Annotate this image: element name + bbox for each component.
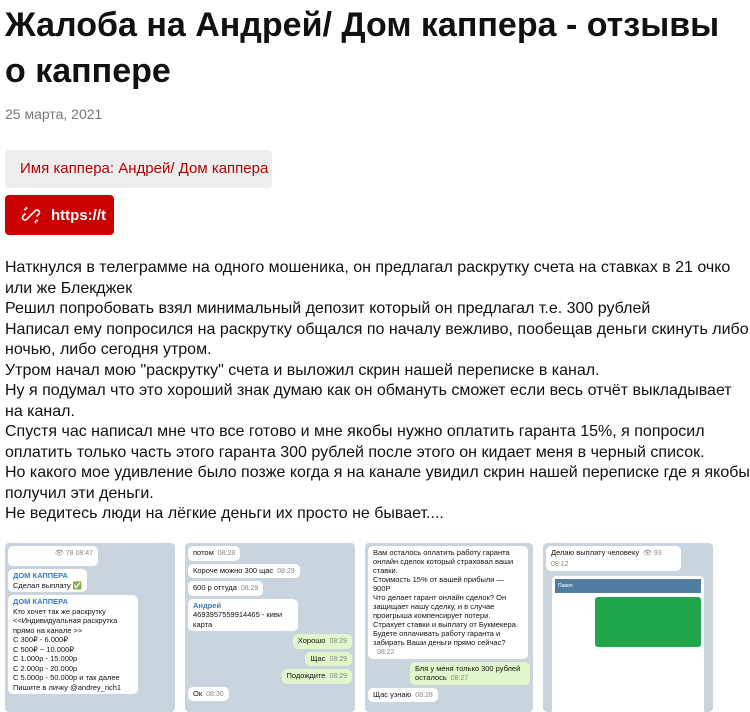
message-ok: Ок 08:30 [188,687,229,702]
paragraph: Решил попробовать взял минимальный депозит который он предлагал т.е. 300 рублей [5,300,651,317]
paragraph: Написал ему попросился на раскрутку общался по началу вежливо, пообещав деньги скинуть либо ночью, либо сегодня утром. [5,320,749,358]
post-date: 25 марта, 2021 [5,106,103,122]
message-wait: Щас узнаю 08:28 [368,688,438,702]
screenshot-4[interactable]: Делаю выплату человеку 👁 93 08:12 Павел [543,543,713,712]
page-title: Жалоба на Андрей/ Дом каппера - отзывы о каппере [5,6,720,90]
message: ДОМ КАППЕРА Сделал выплату ✅ [8,569,87,592]
screenshot-1[interactable]: 👁 78 08:47 ДОМ КАППЕРА Сделал выплату ✅ ДОМ КАППЕРА Кто хочет так же раскрутку <<Индивидуальная раскрутка прямо на канале >> С 300₽ - 6.000₽ С 500₽ ~ 10.000₽ С 1.000р - 15.000р С 2.000р - 20.000р С 5.000р - 50.000р и так далее Пишите в личку @andrey_rich1 [5,543,175,712]
message: ДОМ КАППЕРА Кто хочет так же раскрутку <<Индивидуальная раскрутка прямо на канале >> С 300₽ - 6.000₽ С 500₽ ~ 10.000₽ С 1.000р - 15.000р С 2.000р - 20.000р С 5.000р - 50.000р и так далее Пишите в личку @andrey_rich1 [8,595,138,694]
link-button[interactable] [5,195,114,235]
paragraph: Не ведитесь люди на лёгкие деньги их просто не бывает.... [5,505,444,522]
screenshot-3[interactable]: Вам осталось оплатить работу гаранта онлайн сделок который страховал ваши ставки. Стоимость 15% от вашей прибыли — 900Р Что делает гарант онлайн сделок? Он защищает нашу сделку, и в случае проигрыша компенсирует потери. Страхует ставки и выплату от Букмекера. Будете оплачивать работу гаранта и забирать Ваши деньги прямо сейчас? 08:22 Бля у меня только 300 рублей осталось 08:27 Щас узнаю 08:28 [365,543,533,712]
screenshot-gallery [5,543,713,712]
paragraph: Ну я подумал что это хороший знак думаю как он обмануть сможет если весь отчёт выкладывает на канал. [5,382,732,420]
broken-link-icon [21,205,41,225]
link-button-label: https://t [51,206,106,224]
screenshot-2[interactable]: потом 08:28 Короче можно 300 щас 08:29 600 р оттуда 08:29 Андрей 4693957559914465 - киви карта Хорошо 08:29 Щас 08:29 Подождите 08:29 Ок 08:30 [185,543,355,712]
paragraph: Утром начал мою "раскрутку" счета и выложил скрин нашей переписке в канал. [5,361,600,379]
paragraph: Наткнулся в телеграмме на одного мошеника, он предлагал раскрутку счета на ставках в 21 очко или же Блекджек [5,259,731,297]
paragraph: Спустя час написал мне что все готово и мне якобы нужно оплатить гаранта 15%, я попросил оплатить только часть этого гаранта 300 рублей после этого он кидает меня в черный список. [5,423,705,461]
paragraph: Но какого мое удивление было позже когда я на канале увидил скрин нашей переписке где я якобы получил эти деньги. [5,464,750,502]
review-text [5,258,750,525]
capper-name-tag[interactable]: Имя каппера: Андрей/ Дом каппера [5,150,272,188]
